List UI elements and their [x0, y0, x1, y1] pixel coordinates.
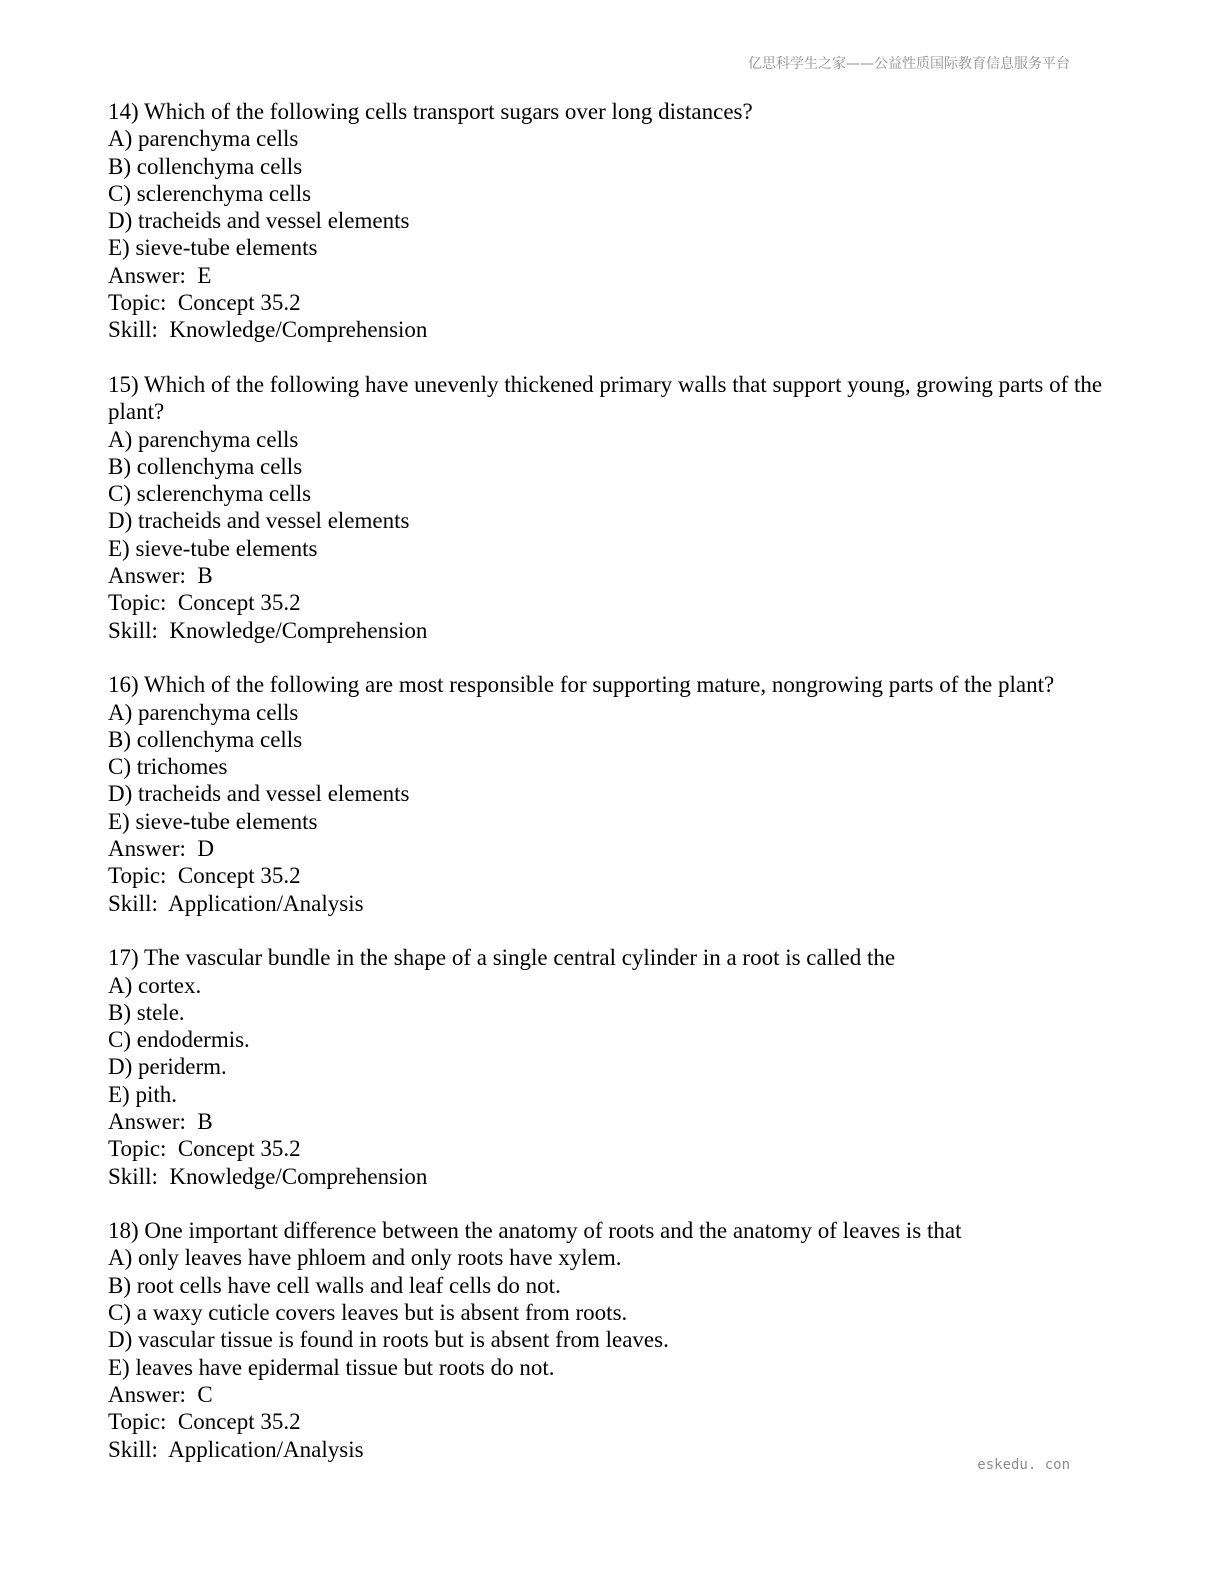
option-a: A) cortex.	[108, 972, 202, 998]
option-e: E) pith.	[108, 1081, 177, 1107]
option-d: D) tracheids and vessel elements	[108, 781, 410, 807]
answer-line: Answer: C	[108, 1381, 213, 1407]
question-prompt: 14) Which of the following cells transport sugars over long distances?	[108, 99, 753, 124]
option-c: C) endodermis.	[108, 1027, 250, 1053]
page-header-watermark: 亿思科学生之家——公益性质国际教育信息服务平台	[748, 56, 1070, 72]
option-c: C) sclerenchyma cells	[108, 180, 312, 206]
question-prompt: 18) One important difference between the anatomy of roots and the anatomy of leaves is that	[108, 1218, 962, 1244]
question-16	[108, 671, 1108, 917]
option-d: D) tracheids and vessel elements	[108, 508, 410, 534]
answer-line: Answer: B	[108, 1108, 213, 1134]
option-e: E) sieve-tube elements	[108, 808, 318, 834]
skill-line: Skill: Knowledge/Comprehension	[108, 317, 428, 343]
option-c: C) sclerenchyma cells	[108, 481, 312, 507]
option-b: B) stele.	[108, 999, 185, 1025]
option-a: A) parenchyma cells	[108, 126, 299, 152]
skill-line: Skill: Application/Analysis	[108, 890, 364, 916]
answer-line: Answer: D	[108, 836, 215, 862]
option-b: B) collenchyma cells	[108, 453, 303, 479]
option-c: C) trichomes	[108, 754, 228, 780]
option-b: B) collenchyma cells	[108, 726, 303, 752]
skill-line: Skill: Application/Analysis	[108, 1436, 364, 1462]
question-18	[108, 1217, 1108, 1463]
page-footer-watermark: eskedu. con	[977, 1457, 1070, 1473]
question-list	[108, 98, 1108, 1463]
question-17	[108, 944, 1108, 1190]
option-b: B) root cells have cell walls and leaf cells do not.	[108, 1272, 561, 1298]
question-prompt: 16) Which of the following are most responsible for supporting mature, nongrowing parts of the plant?	[108, 672, 1055, 698]
option-e: E) sieve-tube elements	[108, 235, 318, 261]
option-b: B) collenchyma cells	[108, 153, 303, 179]
option-d: D) periderm.	[108, 1054, 227, 1080]
question-prompt: 17) The vascular bundle in the shape of a single central cylinder in a root is called the	[108, 945, 896, 971]
option-a: A) only leaves have phloem and only roots have xylem.	[108, 1245, 622, 1271]
topic-line: Topic: Concept 35.2	[108, 863, 301, 889]
option-a: A) parenchyma cells	[108, 426, 299, 452]
answer-line: Answer: B	[108, 563, 213, 589]
skill-line: Skill: Knowledge/Comprehension	[108, 1163, 428, 1189]
option-c: C) a waxy cuticle covers leaves but is absent from roots.	[108, 1300, 628, 1326]
question-prompt: 15) Which of the following have unevenly thickened primary walls that support young, growing parts of the plant?	[108, 371, 1108, 425]
option-d: D) vascular tissue is found in roots but is absent from leaves.	[108, 1327, 669, 1353]
option-a: A) parenchyma cells	[108, 699, 299, 725]
topic-line: Topic: Concept 35.2	[108, 290, 301, 316]
question-15	[108, 371, 1108, 644]
topic-line: Topic: Concept 35.2	[108, 1409, 301, 1435]
skill-line: Skill: Knowledge/Comprehension	[108, 617, 428, 643]
topic-line: Topic: Concept 35.2	[108, 590, 301, 616]
question-14	[108, 98, 1108, 344]
topic-line: Topic: Concept 35.2	[108, 1136, 301, 1162]
option-d: D) tracheids and vessel elements	[108, 208, 410, 234]
answer-line: Answer: E	[108, 262, 212, 288]
option-e: E) sieve-tube elements	[108, 535, 318, 561]
option-e: E) leaves have epidermal tissue but roots do not.	[108, 1354, 555, 1380]
